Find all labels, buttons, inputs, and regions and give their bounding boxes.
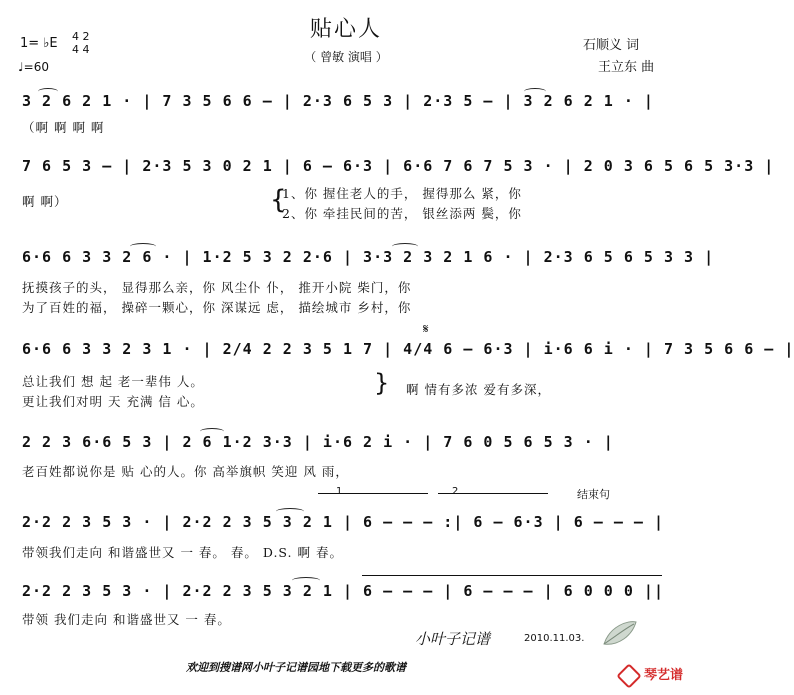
- lyrics-row-3-verse-1: 抚摸孩子的头， 显得那么亲，你 风尘仆 仆， 推开小院 柴门，你: [22, 280, 412, 295]
- lyrics-row-2-verse-2: 2、你 牵挂民间的苦， 银丝添两 鬓，你: [282, 206, 522, 221]
- composer-credit: 王立东 曲: [598, 60, 655, 75]
- lyrics-row-2-verse-1: 1、你 握住老人的手， 握得那么 紧，你: [282, 186, 522, 201]
- notation-row-7: 2·2 2 3 5 3 · | 2·2 2 3 5 3 2 1 | 6 – – – | 6 – – – | 6 0 0 0 ||: [22, 582, 664, 600]
- verse-brace: {: [270, 185, 287, 215]
- tie-mark: [276, 508, 304, 515]
- notation-row-6: 2·2 2 3 5 3 · | 2·2 2 3 5 3 2 1 | 6 – – – :| 6 – 6·3 | 6 – – – |: [22, 513, 664, 531]
- lyrics-row-3-verse-2: 为了百姓的福， 操碎一颗心，你 深谋远 虑， 描绘城市 乡村，你: [22, 300, 412, 315]
- tie-mark: [292, 577, 320, 584]
- ending-label: 结束句: [577, 488, 610, 501]
- notation-row-2: 7 6 5 3 – | 2·3 5 3 0 2 1 | 6 – 6·3 | 6·6 7 6 7 5 3 · | 2 0 3 6 5 6 5 3·3 |: [22, 157, 775, 175]
- lyrics-row-5: 老百姓都说你是 贴 心的人。你 高举旗帜 笑迎 风 雨，: [22, 464, 349, 479]
- tempo-marking: ♩=60: [18, 60, 49, 74]
- logo-icon: [616, 663, 641, 688]
- key-signature: 1= ♭E: [20, 36, 58, 51]
- tie-mark: [200, 428, 224, 435]
- footer-text: 欢迎到搜谱网小叶子记谱园地下载更多的歌谱: [186, 661, 406, 674]
- final-ending-line: [362, 575, 662, 576]
- lyrics-row-4-verse-1: 总让我们 想 起 老一辈伟 人。: [22, 374, 204, 389]
- leaf-icon: [600, 618, 640, 648]
- lyrics-row-7: 带领 我们走向 和谐盛世又 一 春。: [22, 612, 231, 627]
- tie-mark: [392, 243, 418, 250]
- notation-row-4: 6·6 6 3 3 2 3 1 · | 2/4 2 2 3 5 1 7 | 4/4 6 – 6·3 | i·6 6 i · | 7 3 5 6 6 – |: [22, 340, 794, 358]
- time-signature-top: 4 2: [72, 30, 90, 43]
- notation-row-5: 2 2 3 6·6 5 3 | 2 6 1·2 3·3 | i·6 2 i · | 7 6 0 5 6 5 3 · |: [22, 433, 614, 451]
- first-ending-number: 1: [336, 486, 343, 497]
- lyrics-row-4-verse-2: 更让我们对明 天 充满 信 心。: [22, 394, 204, 409]
- second-ending-number: 2: [452, 486, 459, 497]
- verse-close-brace: }: [374, 369, 390, 397]
- refrain-lyrics: 啊 情有多浓 爱有多深，: [406, 382, 551, 397]
- lyrics-row-1: （啊 啊 啊 啊: [22, 120, 105, 135]
- time-signature-bottom: 4 4: [72, 43, 90, 56]
- tie-mark: [524, 88, 546, 95]
- tie-mark: [38, 88, 58, 95]
- lyrics-row-2-intro: 啊 啊）: [22, 194, 68, 209]
- song-title: 贴心人: [309, 17, 382, 42]
- transcriber-signature: 小叶子记谱: [415, 630, 491, 648]
- transcription-date: 2010.11.03.: [524, 633, 585, 644]
- singer-credit: （ 曾敏 演唱 ）: [304, 50, 388, 64]
- tie-mark: [130, 243, 156, 250]
- segno-sign: 𝄋: [423, 322, 429, 337]
- notation-row-1: 3 2 6 2 1 · | 7 3 5 6 6 – | 2·3 6 5 3 | 2·3 5 – | 3 2 6 2 1 · |: [22, 92, 654, 110]
- site-logo[interactable]: [618, 664, 688, 688]
- logo-text: 琴艺谱: [644, 668, 684, 683]
- lyricist-credit: 石顺义 词: [583, 38, 640, 53]
- lyrics-row-6: 带领我们走向 和谐盛世又 一 春。 春。 D.S. 啊 春。: [22, 545, 343, 560]
- first-ending-bracket: [318, 493, 428, 494]
- notation-row-3: 6·6 6 3 3 2 6 · | 1·2 5 3 2 2·6 | 3·3 2 3 2 1 6 · | 2·3 6 5 6 5 3 3 |: [22, 248, 715, 266]
